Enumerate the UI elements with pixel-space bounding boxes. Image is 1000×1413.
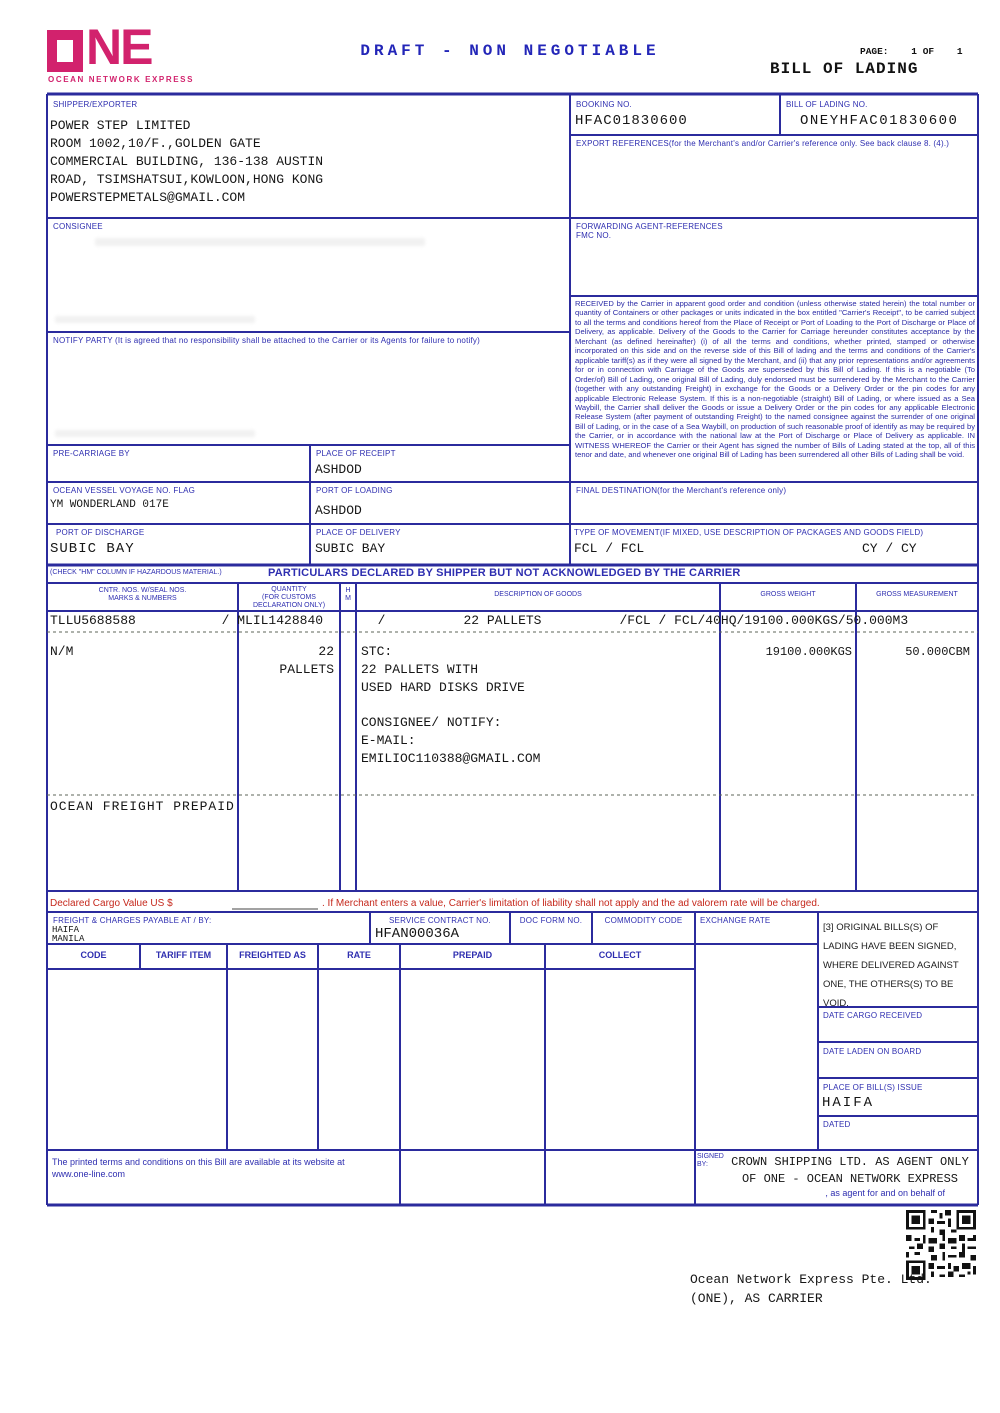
hm-column-note: (CHECK "HM" COLUMN IF HAZARDOUS MATERIAL.) (50, 569, 222, 576)
shipper-line: POWER STEP LIMITED (50, 118, 191, 133)
col-header-marks-line: MARKS & NUMBERS (108, 595, 177, 602)
place-of-delivery-value: SUBIC BAY (315, 541, 386, 556)
signed-by-value-line: OF ONE - OCEAN NETWORK EXPRESS (741, 1172, 959, 1186)
freight-charges-payable-label: FREIGHT & CHARGES PAYABLE AT / BY: (53, 916, 212, 925)
commodity-code-label: COMMODITY CODE (604, 916, 683, 925)
col-header-quantity-line: (FOR CUSTOMS (262, 594, 316, 601)
col-header-m: M (345, 595, 351, 602)
consignee-label: CONSIGNEE (53, 222, 103, 231)
marks-value: N/M (50, 644, 74, 659)
charges-col-freighted-as: FREIGHTED AS (239, 950, 306, 960)
doc-form-no-label: DOC FORM NO. (519, 916, 583, 925)
quantity-value: 22 (318, 644, 334, 659)
notify-party-label: NOTIFY PARTY (It is agreed that no responsibility shall be attached to the Carrier or its Agents for failure to notify) (53, 336, 480, 345)
agent-on-behalf-note: , as agent for and on behalf of (825, 1188, 945, 1198)
bl-no-label: BILL OF LADING NO. (786, 100, 868, 109)
one-logo-subtext: OCEAN NETWORK EXPRESS (48, 75, 195, 84)
one-logo-ne: NE (86, 19, 152, 75)
fmc-no-label: FMC NO. (576, 231, 612, 240)
description-line: CONSIGNEE/ NOTIFY: (361, 715, 502, 730)
draft-watermark: DRAFT - NON NEGOTIABLE (360, 42, 660, 60)
description-line: USED HARD DISKS DRIVE (361, 680, 525, 695)
pre-carriage-label: PRE-CARRIAGE BY (53, 449, 130, 458)
port-of-loading-value: ASHDOD (315, 503, 362, 518)
bl-no-value: ONEYHFAC01830600 (800, 113, 959, 129)
export-references-label: EXPORT REFERENCES(for the Merchant's and/or Carrier's reference only. See back clause 8. (4).) (576, 139, 950, 148)
charges-col-prepaid: PREPAID (452, 950, 493, 960)
col-header-quantity (238, 586, 340, 610)
payable-at-value: MANILA (52, 934, 85, 944)
place-of-bill-issue-value: HAIFA (822, 1095, 875, 1111)
qr-code (906, 1210, 976, 1280)
payable-at-value: HAIFA (52, 925, 80, 935)
shipper-label: SHIPPER/EXPORTER (53, 100, 138, 109)
col-header-marks-line: CNTR. NOS. W/SEAL NOS. (98, 587, 187, 594)
service-contract-value: HFAN00036A (375, 926, 460, 942)
shipper-line: POWERSTEPMETALS@GMAIL.COM (50, 190, 246, 205)
charges-col-code: CODE (80, 950, 107, 960)
col-header-gross-measurement: GROSS MEASUREMENT (876, 591, 958, 598)
gross-measurement-value: 50.000CBM (905, 645, 970, 659)
service-contract-label: SERVICE CONTRACT NO. (389, 916, 491, 925)
col-header-marks (47, 587, 238, 603)
place-of-delivery-label: PLACE OF DELIVERY (316, 528, 401, 537)
quantity-unit: PALLETS (279, 662, 334, 677)
movement-cy-value: CY / CY (862, 541, 917, 556)
dated-label: DATED (823, 1120, 851, 1129)
description-line: EMILIOC110388@GMAIL.COM (361, 751, 541, 766)
port-of-loading-label: PORT OF LOADING (316, 486, 393, 495)
received-clause: RECEIVED by the Carrier in apparent good order and condition (unless otherwise stated herein) the total number or quantity of Containers or other packages or units indicated in the box entitled "Carrier's Receipt", to be carried subject to all the terms and conditions hereof from the Place of Receipt or Port of Loading to the Port of Discharge or Place of Delivery, as applicable. Delivery of the Goods to the Carrier for Carriage hereunder constitutes acceptance by the Merchant (as defined hereinafter) (i) of all the terms and conditions, whether printed, stamped or otherwise incorporated on this side and on the reverse side of this Bill of lading and the terms and conditions of the Carrier's applicable tariff(s) as if they were all signed by the Merchant, and (ii) that any prior representations and/or agreements for or in connection with Carriage of the Goods are superseded by this Bill of Lading. If this is a negotiable (To Order/of) Bill of Lading, one original Bill of Lading, duly endorsed must be surrendered by the Merchant to the Carrier (together with any outstanding Freight) in exchange for the Goods or a Delivery Order or the pin codes for any applicable Electronic Release System. If this is a non-negotiable (straight) Bill of Lading, or where issued as a Sea Waybill, the Carrier shall deliver the Goods or issue a Delivery Order or the pin codes for any applicable Electronic Release System (after payment of outstanding Freight) to the named consignee against the surrender of one original Bill of Lading, or in the case of a Sea Waybill, on production of such reasonable proof of identify as may be required by the Carrier, or in accordance with the national law at the Port of Discharge or Place of Delivery as applicable. IN WITNESS WHEREOF the Carrier or their Agent has signed the number of Bills of Lading stated at the top, all of this tenor and date, and whenever one original Bill of Lading has been surrendered all other Bills of Lading shall be void. (575, 299, 975, 460)
place-of-bill-issue-label: PLACE OF BILL(S) ISSUE (823, 1083, 923, 1092)
charges-col-collect: COLLECT (598, 950, 642, 960)
forwarding-agent-label: FORWARDING AGENT-REFERENCES (576, 222, 723, 231)
col-header-gross-weight: GROSS WEIGHT (760, 591, 816, 598)
carrier-name-line: (ONE), AS CARRIER (690, 1291, 823, 1306)
gross-weight-value: 19100.000KGS (765, 645, 852, 659)
charges-col-tariff-item: TARIFF ITEM (155, 950, 212, 960)
port-of-discharge-label: PORT OF DISCHARGE (56, 528, 145, 537)
shipper-line: COMMERCIAL BUILDING, 136-138 AUSTIN (50, 154, 324, 169)
port-of-discharge-value: SUBIC BAY (50, 541, 135, 557)
col-header-h: H (345, 587, 351, 594)
carrier-name-line: Ocean Network Express Pte. Ltd. (690, 1272, 932, 1287)
freight-prepaid-note: OCEAN FREIGHT PREPAID (50, 799, 235, 814)
vessel-voyage-label: OCEAN VESSEL VOYAGE NO. FLAG (53, 486, 196, 495)
booking-no-label: BOOKING NO. (576, 100, 632, 109)
description-line: STC: (361, 644, 393, 659)
col-header-description: DESCRIPTION OF GOODS (494, 591, 582, 598)
one-logo-o-icon (47, 30, 83, 72)
container-seal-line: TLLU5688588 / MLIL1428840 / 22 PALLETS /FCL / FCL/40HQ/19100.000KGS/50.000M3 (50, 613, 909, 628)
description-line: E-MAIL: (361, 733, 416, 748)
redacted-text (95, 238, 425, 246)
declared-cargo-value-suffix: . If Merchant enters a value, Carrier's limitation of liability shall not apply and the ad valorem rate will be charged. (322, 898, 820, 909)
booking-no-value: HFAC01830600 (575, 113, 688, 129)
date-laden-on-board-label: DATE LADEN ON BOARD (823, 1047, 922, 1056)
signed-by-value-line: CROWN SHIPPING LTD. AS AGENT ONLY (731, 1155, 969, 1169)
col-header-quantity-line: DECLARATION ONLY) (252, 602, 326, 609)
originals-signed-note: [3] ORIGINAL BILLS(S) OF LADING HAVE BEEN SIGNED, WHERE DELIVERED AGAINST ONE, THE OTHERS(S) TO BE VOID. (823, 922, 959, 1009)
document-title: BILL OF LADING (770, 60, 919, 78)
shipper-line: ROOM 1002,10/F.,GOLDEN GATE (50, 136, 261, 151)
col-header-quantity-line: QUANTITY (271, 586, 307, 593)
redacted-text (55, 316, 255, 323)
date-cargo-received-label: DATE CARGO RECEIVED (823, 1011, 923, 1020)
shipper-line: ROAD, TSIMSHATSUI,KOWLOON,HONG KONG (50, 172, 324, 187)
printed-terms-note: The printed terms and conditions on this Bill are available at its website at www.one-line.com (52, 1157, 345, 1179)
place-of-receipt-value: ASHDOD (315, 462, 362, 477)
place-of-receipt-label: PLACE OF RECEIPT (316, 449, 396, 458)
exchange-rate-label: EXCHANGE RATE (700, 916, 771, 925)
final-destination-label: FINAL DESTINATION(for the Merchant's reference only) (576, 486, 787, 495)
one-logo (47, 19, 152, 75)
description-line: 22 PALLETS WITH (361, 662, 479, 677)
col-header-hm (340, 587, 356, 603)
declared-cargo-value-prefix: Declared Cargo Value US $ (50, 898, 173, 909)
movement-fcl-value: FCL / FCL (574, 541, 645, 556)
vessel-voyage-value: YM WONDERLAND 017E (50, 499, 169, 511)
page-indicator: PAGE: 1 OF 1 (860, 46, 963, 57)
charges-col-rate: RATE (347, 950, 371, 960)
particulars-title: PARTICULARS DECLARED BY SHIPPER BUT NOT ACKNOWLEDGED BY THE CARRIER (268, 567, 741, 579)
redacted-text (55, 430, 255, 437)
signed-by-label: SIGNED BY: (697, 1153, 724, 1168)
type-of-movement-label: TYPE OF MOVEMENT(IF MIXED, USE DESCRIPTION OF PACKAGES AND GOODS FIELD) (574, 528, 924, 537)
